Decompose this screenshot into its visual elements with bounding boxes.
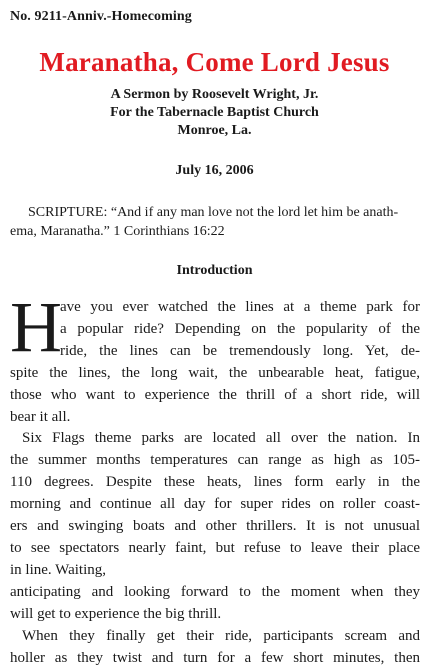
- text-line: ers and swinging boats and other thrillers. It is not unusual: [10, 516, 420, 538]
- text-line: those who want to experience the thrill of a short ride, will: [10, 385, 420, 407]
- church-line: For the Tabernacle Baptist Church: [0, 104, 429, 122]
- section-heading: Introduction: [0, 263, 429, 279]
- text-line: When they finally get their ride, participants scream and: [10, 626, 420, 648]
- text-line: bear it all.: [10, 407, 420, 429]
- body-text: [10, 297, 420, 669]
- text-line: ave you ever watched the lines at a theme park for: [10, 297, 420, 319]
- scripture-line: ema, Maranatha.” 1 Corinthians 16:22: [10, 222, 420, 241]
- text-line: Six Flags theme parks are located all over the nation. In: [10, 428, 420, 450]
- text-line: will get to experience the big thrill.: [10, 604, 420, 626]
- text-line: 110 degrees. Despite these heats, lines form early in the: [10, 472, 420, 494]
- text-line: anticipating and looking forward to the moment when they: [10, 582, 420, 604]
- text-line: a popular ride? Depending on the popularity of the: [10, 319, 420, 341]
- text-line: in line. Waiting,: [10, 560, 420, 582]
- scripture-line: SCRIPTURE: “And if any man love not the lord let him be anath-: [10, 203, 420, 222]
- text-line: morning and continue all day for super rides on roller coast-: [10, 494, 420, 516]
- paragraph: [10, 428, 420, 625]
- text-line: to see spectators nearly faint, but refuse to leave their place: [10, 538, 420, 560]
- text-line: ride, the lines can be tremendously long. Yet, de-: [10, 341, 420, 363]
- byline: [0, 86, 429, 140]
- scripture-reference: [10, 203, 420, 241]
- paragraph: [10, 626, 420, 669]
- paragraph: [10, 297, 420, 428]
- drop-cap: H: [10, 291, 62, 363]
- location-line: Monroe, La.: [0, 122, 429, 140]
- author-line: A Sermon by Roosevelt Wright, Jr.: [0, 86, 429, 104]
- sermon-date: July 16, 2006: [0, 163, 429, 179]
- text-line: holler as they twist and turn for a few short minutes, then: [10, 648, 420, 669]
- text-line: spite the lines, the long wait, the unbearable heat, fatigue,: [10, 363, 420, 385]
- text-line: the summer months temperatures can range as high as 105-: [10, 450, 420, 472]
- document-number: No. 9211-Anniv.-Homecoming: [10, 9, 192, 25]
- sermon-title: Maranatha, Come Lord Jesus: [0, 47, 429, 78]
